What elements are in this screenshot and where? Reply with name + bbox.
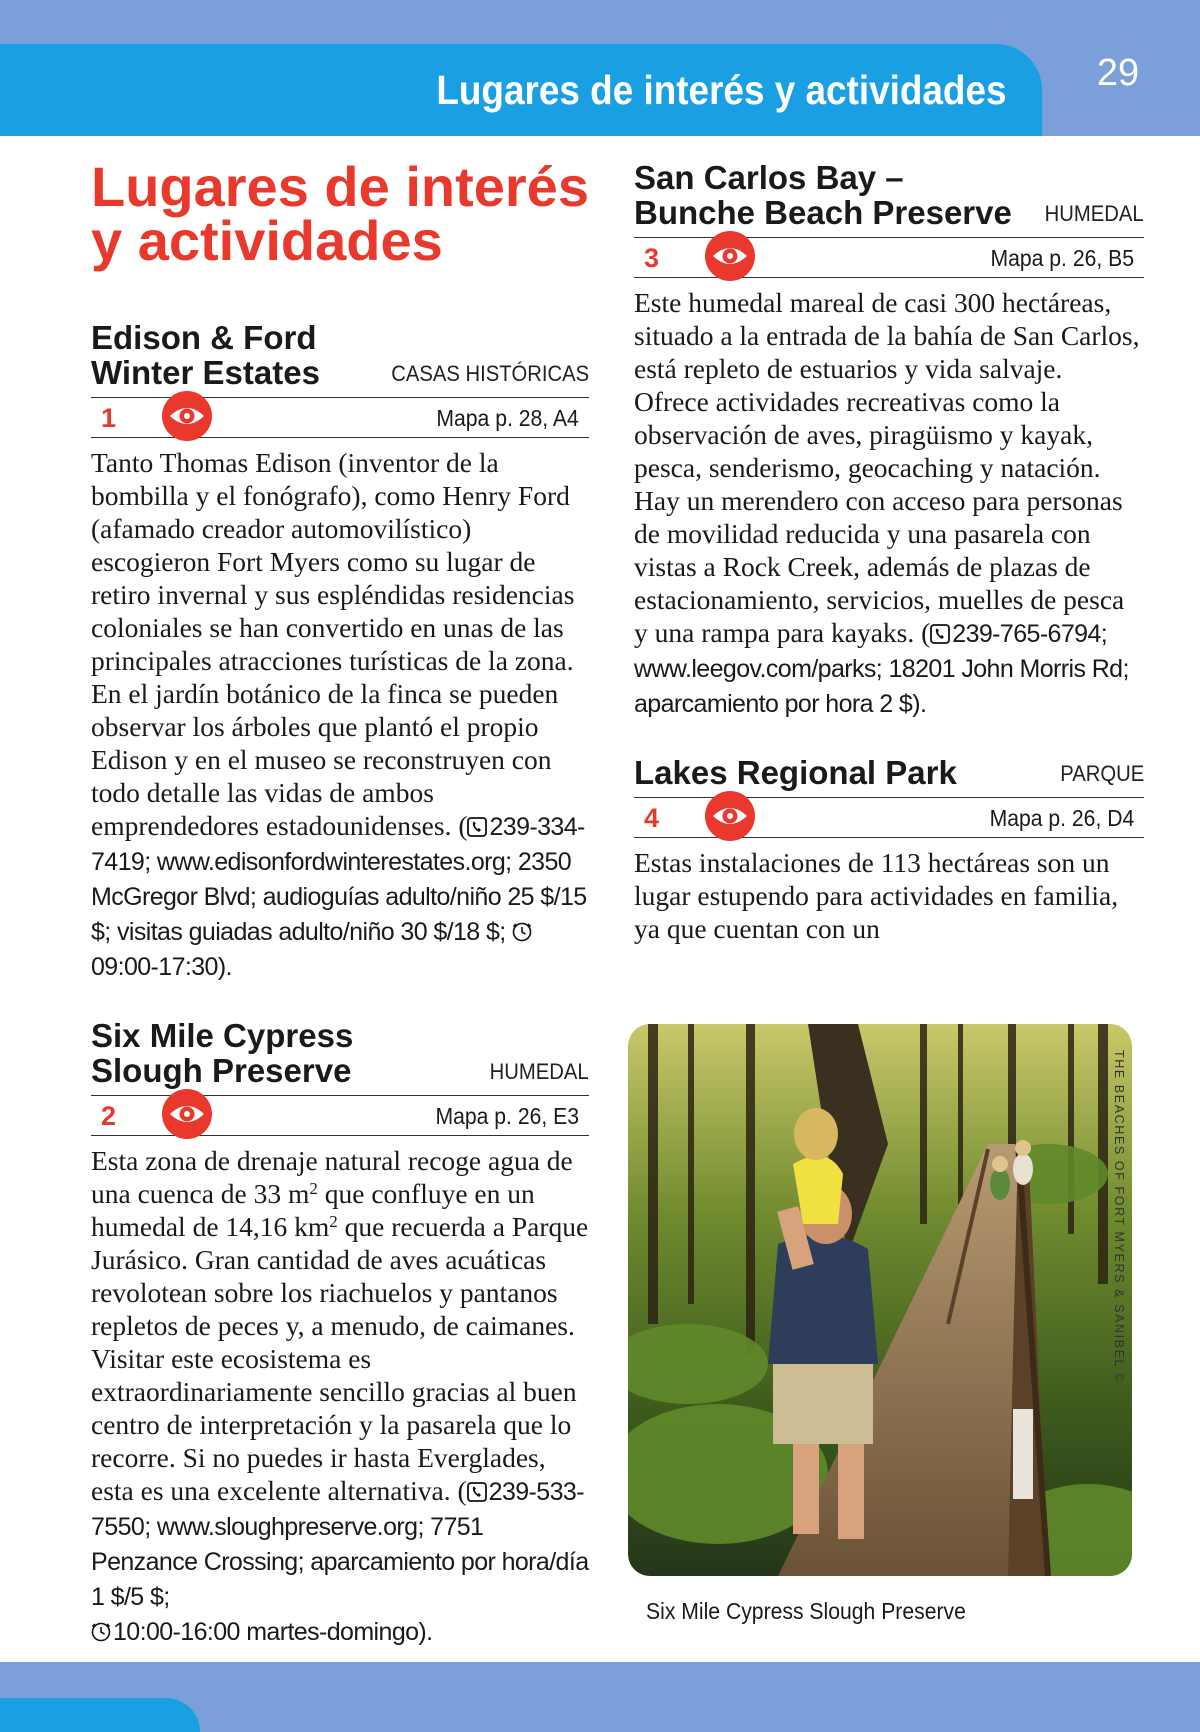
left-column <box>91 155 589 1683</box>
boardwalk-photo <box>628 1024 1132 1576</box>
running-header-title: Lugares de interés y actividades <box>435 67 1006 113</box>
right-column <box>634 160 1144 979</box>
entry-hours: 09:00-17:30). <box>91 953 232 981</box>
entry-text: Este humedal mareal de casi 300 hectáreas, situado a la entrada de la bahía de San Carlos, está repleto de estuarios y vida salvaje. Ofrece actividades recreativas como la observación de aves, piragüismo y kayak, pesca, senderismo, geocaching y natación. Hay un merendero con acceso para personas de movilidad reducida y una pasarela con vistas a Rock Creek, además de plazas de estacionamiento, servicios, muelles de pesca y una rampa para kayaks. ( <box>634 287 1140 648</box>
entry-description <box>634 286 1144 721</box>
map-reference[interactable]: Mapa p. 28, A4 <box>436 405 579 431</box>
map-reference[interactable]: Mapa p. 26, B5 <box>990 245 1134 271</box>
eye-icon <box>161 1088 213 1140</box>
entry-lakes-regional-park <box>634 755 1144 945</box>
entry-text: Esta zona de drenaje natural recoge agua de una cuenca de 33 m <box>91 1145 573 1209</box>
entry-number: 4 <box>644 803 660 833</box>
page-number: 29 <box>1096 52 1140 94</box>
entry-text: que confluye en un humedal de 14,16 km <box>91 1178 535 1242</box>
entry-info[interactable]: 239-334-7419; www.edisonfordwinterestates.org; 2350 McGregor Blvd; audioguías adulto/niño 25 $/15 $; visitas guiadas adulto/niño 30 $/18 $; <box>91 813 587 946</box>
footer-band <box>0 1662 1200 1732</box>
entry-text: Tanto Thomas Edison (inventor de la bombilla y el fonógrafo), como Henry Ford (afamado creador automovilístico) escogieron Fort Myers como su lugar de retiro invernal y sus espléndidas residencias coloniales se han convertido en unas de las principales atracciones turísticas de la zona. En el jardín botánico de la finca se pueden observar los árboles que plantó el propio Edison y en el museo se reconstruyen con todo detalle las vidas de ambos emprendedores estadounidenses. ( <box>91 447 575 841</box>
entry-text: que recuerda a Parque Jurásico. Gran cantidad de aves acuáticas revolotean sobre los riachuelos y pantanos repletos de peces y, a menudo, de caimanes. Visitar este ecosistema es extraordinariamente sencillo gracias al buen centro de interpretación y la pasarela que lo recorre. Si no puedes ir hasta Everglades, esta es una excelente alternativa. ( <box>91 1211 589 1506</box>
photo <box>628 1024 1132 1576</box>
entry-category: CASAS HISTÓRICAS <box>391 361 589 386</box>
entry-bar <box>91 1095 589 1136</box>
entry-description: Estas instalaciones de 113 hectáreas son un lugar estupendo para actividades en familia, ya que cuentan con un <box>634 847 1119 944</box>
entry-description <box>91 446 589 984</box>
entry-name: Six Mile Cypress Slough Preserve <box>91 1017 354 1089</box>
entry-category: HUMEDAL <box>490 1059 589 1084</box>
clock-icon <box>91 1622 111 1642</box>
entry-six-mile-cypress <box>91 1018 589 1649</box>
main-heading: Lugares de interés y actividades <box>91 155 589 272</box>
entry-category: PARQUE <box>1060 761 1144 786</box>
footer-tab <box>0 1698 200 1732</box>
entry-number: 2 <box>101 1101 117 1131</box>
phone-icon <box>930 624 950 644</box>
phone-icon <box>467 1482 487 1502</box>
superscript: 2 <box>309 1179 318 1198</box>
eye-icon <box>704 230 756 282</box>
entry-hours: 10:00-16:00 martes-domingo). <box>113 1618 433 1646</box>
entry-info[interactable]: 239-533-7550; www.sloughpreserve.org; 7751 Penzance Crossing; aparcamiento por hora/día 1 $/5 $; <box>91 1478 589 1611</box>
photo-credit: THE BEACHES OF FORT MYERS & SANIBEL © <box>1112 1050 1126 1384</box>
map-reference[interactable]: Mapa p. 26, D4 <box>989 805 1134 831</box>
eye-icon <box>161 390 213 442</box>
entry-number: 3 <box>644 243 660 273</box>
photo-caption: Six Mile Cypress Slough Preserve <box>646 1598 966 1624</box>
superscript: 2 <box>329 1212 338 1231</box>
eye-icon <box>704 790 756 842</box>
entry-bar <box>634 797 1144 838</box>
entry-san-carlos-bay <box>634 160 1144 721</box>
entry-bar <box>91 397 589 438</box>
entry-number: 1 <box>101 403 117 433</box>
map-reference[interactable]: Mapa p. 26, E3 <box>435 1103 579 1129</box>
clock-icon <box>512 922 532 942</box>
entry-name: San Carlos Bay – Bunche Beach Preserve <box>634 159 1012 231</box>
entry-name: Lakes Regional Park <box>634 754 957 791</box>
entry-name: Edison & Ford Winter Estates <box>91 319 320 391</box>
entry-description <box>91 1144 589 1649</box>
phone-icon <box>467 817 487 837</box>
entry-edison-ford <box>91 320 589 984</box>
entry-bar <box>634 237 1144 278</box>
entry-category: HUMEDAL <box>1045 201 1144 226</box>
entry-info[interactable]: 239-765-6794; www.leegov.com/parks; 18201 John Morris Rd; aparcamiento por hora 2 $). <box>634 620 1129 718</box>
